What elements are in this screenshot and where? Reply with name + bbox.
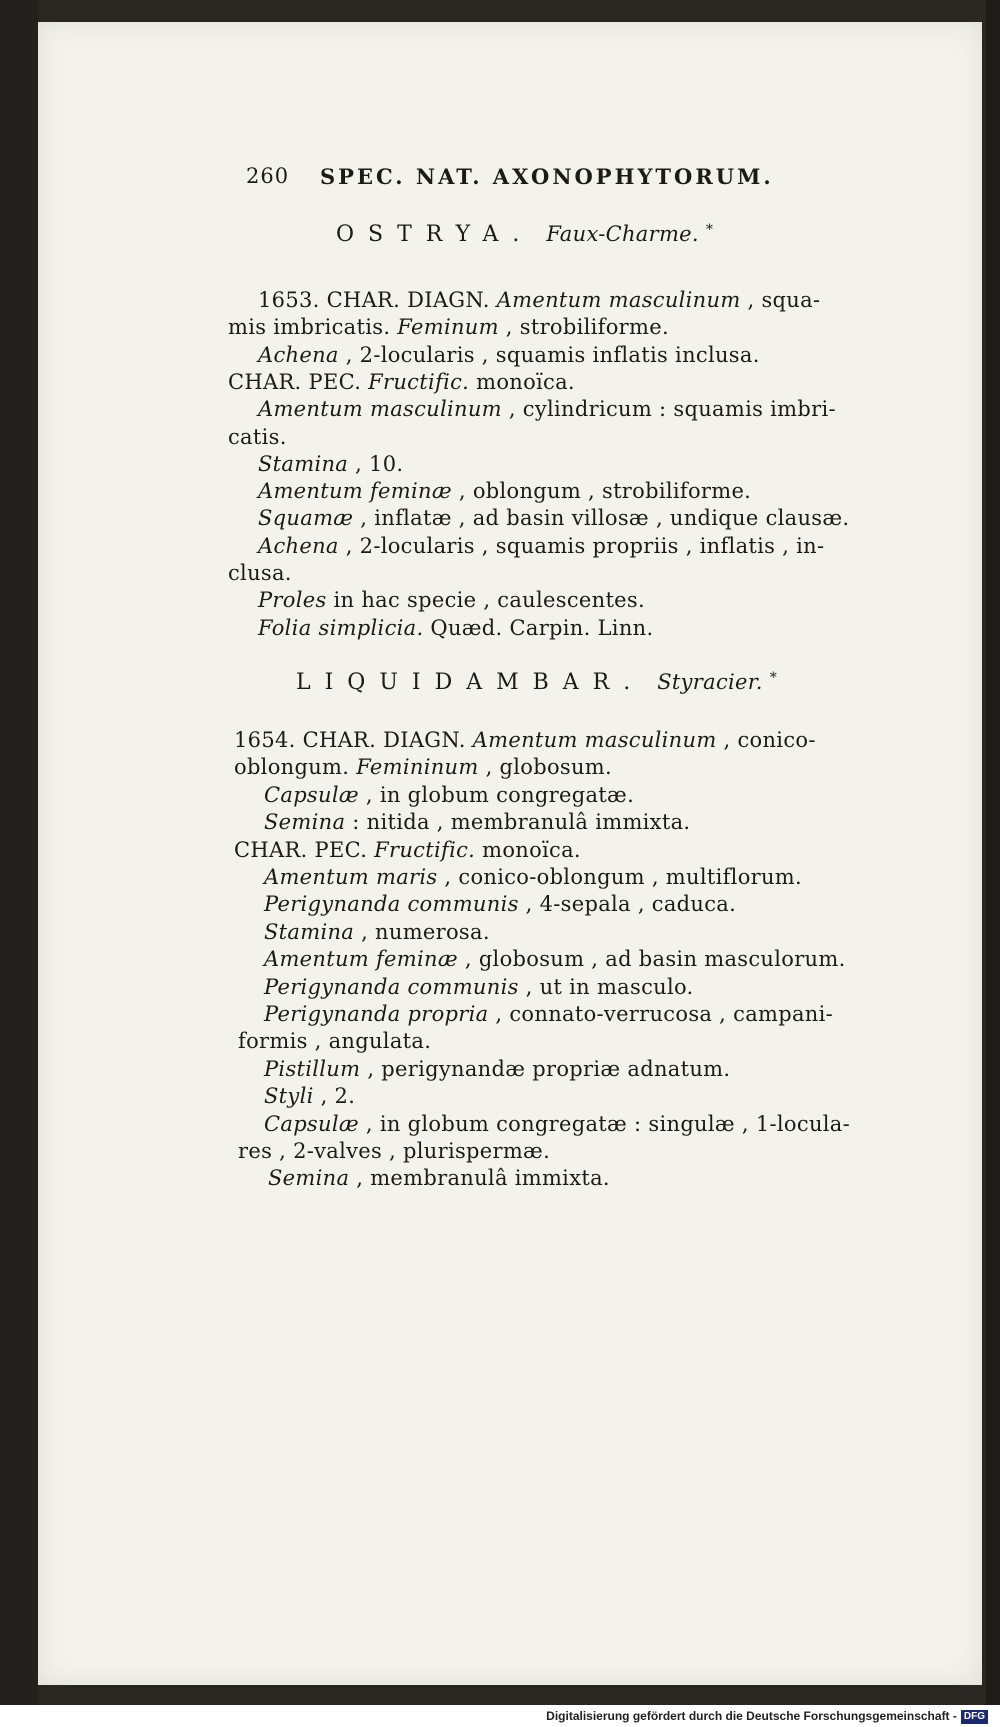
text-run: , cylindricum : squamis imbri- — [501, 397, 836, 421]
text-line — [264, 1002, 833, 1026]
term: Perigynanda communis — [264, 975, 519, 999]
term: Capsulæ — [264, 1112, 359, 1136]
text-run: , numerosa. — [354, 920, 490, 944]
term: Fructific. — [368, 370, 470, 394]
text-run: , globosum , ad basin masculorum. — [457, 947, 846, 971]
text-line — [264, 810, 690, 834]
text-line — [258, 343, 760, 367]
text-line — [258, 588, 645, 612]
term: Capsulæ — [264, 783, 359, 807]
credit-text: Digitalisierung gefördert durch die Deutsche Forschungsgemeinschaft - — [546, 1709, 957, 1723]
text-run: , 2. — [313, 1084, 356, 1108]
text-line — [228, 315, 669, 339]
text-run: , conico-oblongum , multiflorum. — [437, 865, 802, 889]
text-line — [264, 892, 736, 916]
text-run: , perigynandæ propriæ adnatum. — [360, 1057, 731, 1081]
term: Achena — [258, 343, 339, 367]
text-line — [264, 1112, 850, 1136]
text-line — [228, 425, 287, 449]
text-run: monoïca. — [469, 370, 575, 394]
text-run: Quæd. Carpin. Linn. — [423, 616, 654, 640]
term: Pistillum — [264, 1057, 361, 1081]
book-page — [38, 22, 982, 1685]
asterisk: * — [769, 670, 778, 686]
term: Amentum feminæ — [258, 479, 452, 503]
text-line — [228, 370, 575, 394]
text-run: : nitida , membranulâ immixta. — [345, 810, 691, 834]
text-run: clusa. — [228, 561, 292, 585]
text-run: 1654. CHAR. DIAGN. — [234, 728, 473, 752]
text-line — [258, 479, 751, 503]
text-line — [264, 1084, 355, 1108]
term: Styli — [264, 1084, 314, 1108]
text-run: , strobiliforme. — [498, 315, 669, 339]
term: Perigynanda propria — [264, 1002, 489, 1026]
text-run: in hac specie , caulescentes. — [326, 588, 645, 612]
text-run: , 10. — [348, 452, 404, 476]
term: Amentum masculinum — [472, 728, 717, 752]
digitization-credit — [0, 1705, 1000, 1727]
term: Semina — [268, 1166, 350, 1190]
text-run: , 4-sepala , caduca. — [518, 892, 737, 916]
text-run: oblongum. — [234, 755, 357, 779]
genus-heading-ostrya — [336, 222, 713, 247]
dfg-logo: DFG — [961, 1710, 988, 1724]
term: Amentum masculinum — [496, 288, 741, 312]
text-run: , squa- — [740, 288, 821, 312]
text-run: , ut in masculo. — [518, 975, 694, 999]
running-title: SPEC. NAT. AXONOPHYTORUM. — [320, 164, 774, 189]
text-run: , globosum. — [478, 755, 612, 779]
text-line — [258, 288, 820, 312]
text-line — [264, 947, 846, 971]
term: Semina — [264, 810, 346, 834]
term: Fructific. — [374, 838, 476, 862]
text-run: formis , angulata. — [238, 1029, 432, 1053]
common-name: Styracier. — [657, 670, 763, 694]
text-run: res , 2-valves , plurispermæ. — [238, 1139, 551, 1163]
text-line — [264, 783, 634, 807]
term: Folia simplicia. — [258, 616, 424, 640]
term: Squamæ — [258, 506, 354, 530]
text-line — [258, 452, 403, 476]
term: Perigynanda communis — [264, 892, 519, 916]
text-run: CHAR. PEC. — [234, 838, 375, 862]
text-line — [268, 1166, 610, 1190]
text-line — [238, 1139, 550, 1163]
scan-border-right — [986, 0, 1000, 1727]
text-line — [234, 728, 816, 752]
term: Amentum maris — [264, 865, 438, 889]
text-run: , oblongum , strobiliforme. — [451, 479, 752, 503]
term: Amentum feminæ — [264, 947, 458, 971]
text-line — [264, 1057, 730, 1081]
text-run: , in globum congregatæ : singulæ , 1-locula- — [358, 1112, 850, 1136]
text-line — [264, 975, 694, 999]
term: Stamina — [258, 452, 349, 476]
term: Stamina — [264, 920, 355, 944]
text-line — [234, 755, 612, 779]
text-line — [258, 397, 836, 421]
genus-name: OSTRYA. — [336, 222, 534, 247]
text-run: monoïca. — [475, 838, 581, 862]
text-run: CHAR. PEC. — [228, 370, 369, 394]
common-name: Faux-Charme. — [546, 222, 699, 246]
text-line — [264, 865, 802, 889]
genus-name: LIQUIDAMBAR. — [296, 670, 645, 695]
text-run: , connato-verrucosa , campani- — [488, 1002, 834, 1026]
term: Proles — [258, 588, 327, 612]
text-run: , 2-locularis , squamis propriis , inflatis , in- — [338, 534, 825, 558]
term: Feminum — [397, 315, 499, 339]
text-run: catis. — [228, 425, 287, 449]
text-line — [238, 1029, 431, 1053]
text-line — [258, 506, 849, 530]
asterisk: * — [705, 222, 714, 238]
text-line — [228, 561, 292, 585]
text-line — [234, 838, 581, 862]
term: Amentum masculinum — [258, 397, 502, 421]
text-line — [258, 534, 824, 558]
text-run: , 2-locularis , squamis inflatis inclusa. — [338, 343, 760, 367]
text-run: 1653. CHAR. DIAGN. — [258, 288, 497, 312]
text-run: , in globum congregatæ. — [358, 783, 635, 807]
page-number: 260 — [246, 164, 290, 188]
term: Femininum — [356, 755, 479, 779]
text-run: , membranulâ immixta. — [349, 1166, 610, 1190]
scan-border-left — [0, 0, 38, 1727]
text-run: , conico- — [716, 728, 816, 752]
term: Achena — [258, 534, 339, 558]
genus-heading-liquidambar — [296, 670, 777, 695]
text-line — [258, 616, 653, 640]
text-run: , inflatæ , ad basin villosæ , undique clausæ. — [353, 506, 850, 530]
text-line — [264, 920, 490, 944]
text-run: mis imbricatis. — [228, 315, 398, 339]
